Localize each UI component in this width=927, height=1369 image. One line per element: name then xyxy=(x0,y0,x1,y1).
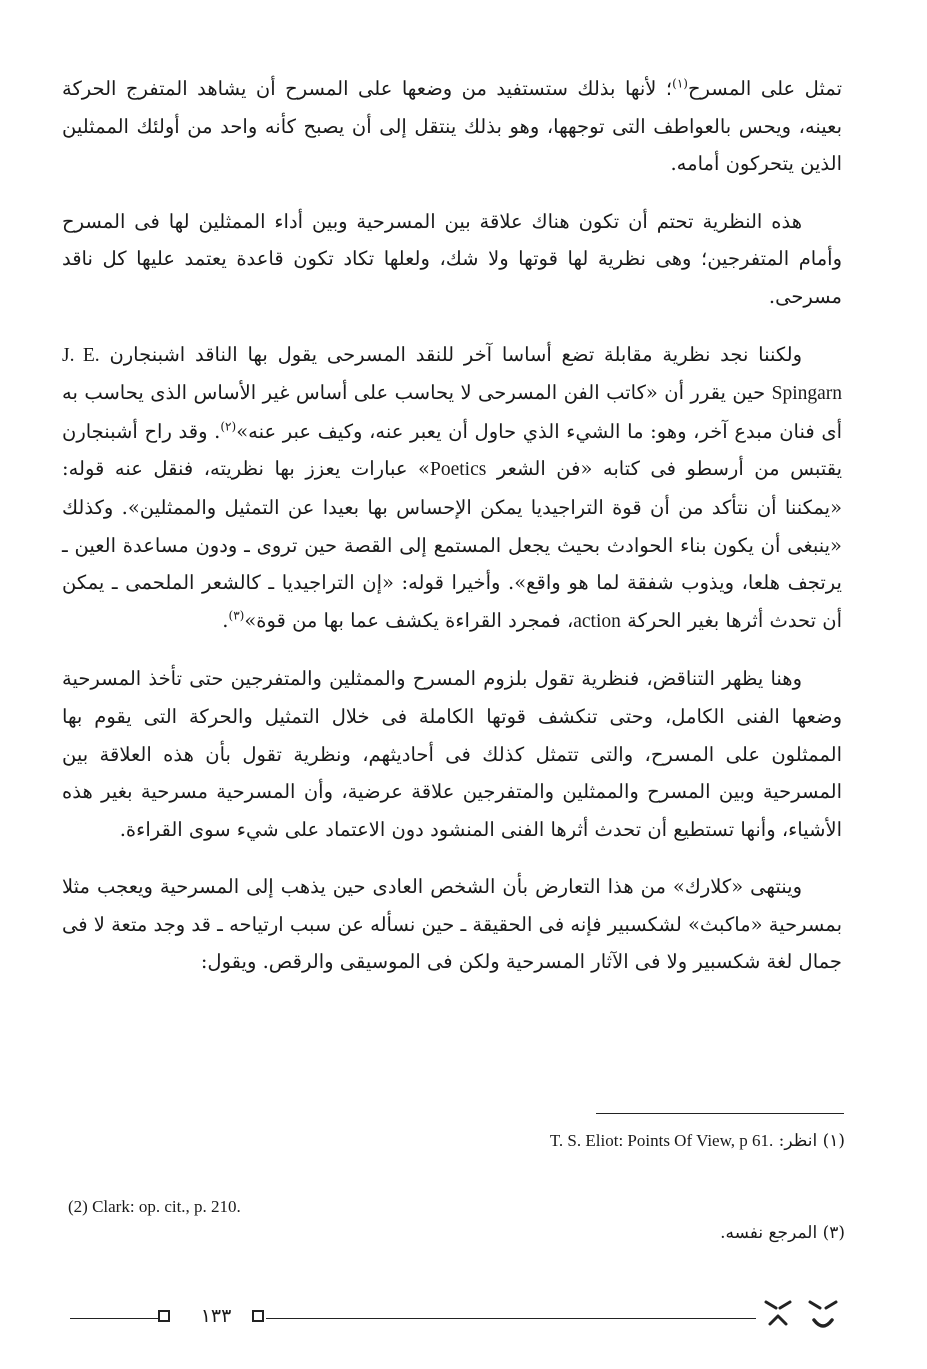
ornament-icon xyxy=(760,1290,846,1340)
paragraph-3: ولكننا نجد نظرية مقابلة تضع أساسا آخر للنقد المسرحى يقول بها الناقد اشبنجارن J. E. Spingarn حين يقرر أن «كاتب الفن المسرحى لا يحاسب على أساس غير الأساس الذى يحاسب به أى فنان مبدع آخر، وهو: ما الشيء الذي حاول أن يعبر عنه، وكيف عبر عنه»$^{(٢)}$. وقد راح أشبنجارن يقتبس من أرسطو فى كتابه «فن الشعر Poetics» عبارات يعزز بها نظريته، فنقل عنه قوله: «يمكننا أن نتأكد من أن قوة التراجيديا يمكن الإحساس بها بعيدا عن التمثيل والممثلين». وكذلك «ينبغى أن يكون بناء الحوادث بحيث يجعل المستمع إلى القصة حين تروى ـ ودون مساعدة العين ـ يرتجف هلعا، ويذوب شفقة لما هو واقع». وأخيرا قوله: «إن التراجيديا ـ كالشعر الملحمى ـ يمكن أن تحدث أثرها بغير الحركة action، فمجرد القراءة يكشف عما بها من قوة»$^{(٣)}$. xyxy=(62,342,843,632)
paragraph-2: هذه النظرية تحتم أن تكون هناك علاقة بين المسرحية وبين أداء الممثلين لها فى المسرح وأمام المتفرجين؛ وهى نظرية لها قوتها ولا شك، ولعلها تكاد تكون قاعدة يعتمد عليها كل ناقد مسرحى. xyxy=(62,209,842,308)
footer-square-left xyxy=(158,1310,170,1322)
footnote-1: (١) انظر: T. S. Eliot: Points Of View, p 61. xyxy=(549,1131,845,1151)
paragraph-1: تمثل على المسرح$^{(١)}$؛ لأنها بذلك ستستفيد من وضعها على المسرح أن يشاهد المتفرج الحركة بعينه، ويحس بالعواطف التى توجهها، وهو بذلك ينتقل إلى أن يصبح كأنه واحد من أولئك الممثلين الذين يتحركون أمامه. xyxy=(62,76,843,176)
footnote-ref-3: (٣) xyxy=(228,608,245,623)
footnote-ref-1: (١) xyxy=(672,76,688,91)
latin-term-action: action xyxy=(573,610,621,632)
footnote-ref-2: (٢) xyxy=(220,419,237,434)
paragraph-5: وينتهى «كلارك» من هذا التعارض بأن الشخص العادى حين يذهب إلى المسرحية ويعجب مثلا بمسرحية «ماكبث» لشكسبير فإنه فى الحقيقة ـ حين نسأله عن سبب ارتياحه ـ قد وجد متعة لا فى جمال لغة شكسبير ولا فى الآثار المسرحية ولكن فى الموسيقى والرقص. ويقول: xyxy=(62,875,842,974)
footer-square-right xyxy=(252,1310,264,1322)
footer-line-left xyxy=(70,1318,158,1319)
footnote-2: (2) Clark: op. cit., p. 210. xyxy=(68,1197,241,1216)
paragraph-4: وهنا يظهر التناقض، فنظرية تقول بلزوم المسرح والممثلين والمتفرجين حتى تأخذ المسرحية وضعها الفنى الكامل، وحتى تنكشف قوتها الكاملة فى خلال التمثيل والحركة التى يقوم بها الممثلون على المسرح، والتى تتمثل كذلك فى أحاديثهم، ونظرية تقول بأن هذه العلاقة بين المسرحية وبين المسرح والممثلين والمتفرجين علاقة عرضية، وأن المسرحية مسرحية بغير هذه الأشياء، وأنها تستطيع أن تحدث أثرها الفنى المنشود دون الاعتماد على شيء سوى القراءة. xyxy=(62,667,842,841)
footnote-separator xyxy=(596,1113,844,1114)
footnote-3: (٣) المرجع نفسه. xyxy=(720,1223,845,1243)
body-text xyxy=(62,70,842,1001)
footer-line-right xyxy=(266,1318,756,1319)
latin-term-spingarn: J. E. Spingarn xyxy=(62,344,843,405)
page-number: ١٣٣ xyxy=(200,1305,232,1327)
latin-term-poetics: Poetics xyxy=(429,459,487,481)
footnote-1-reference: T. S. Eliot: Points Of View, p 61. xyxy=(549,1131,774,1150)
